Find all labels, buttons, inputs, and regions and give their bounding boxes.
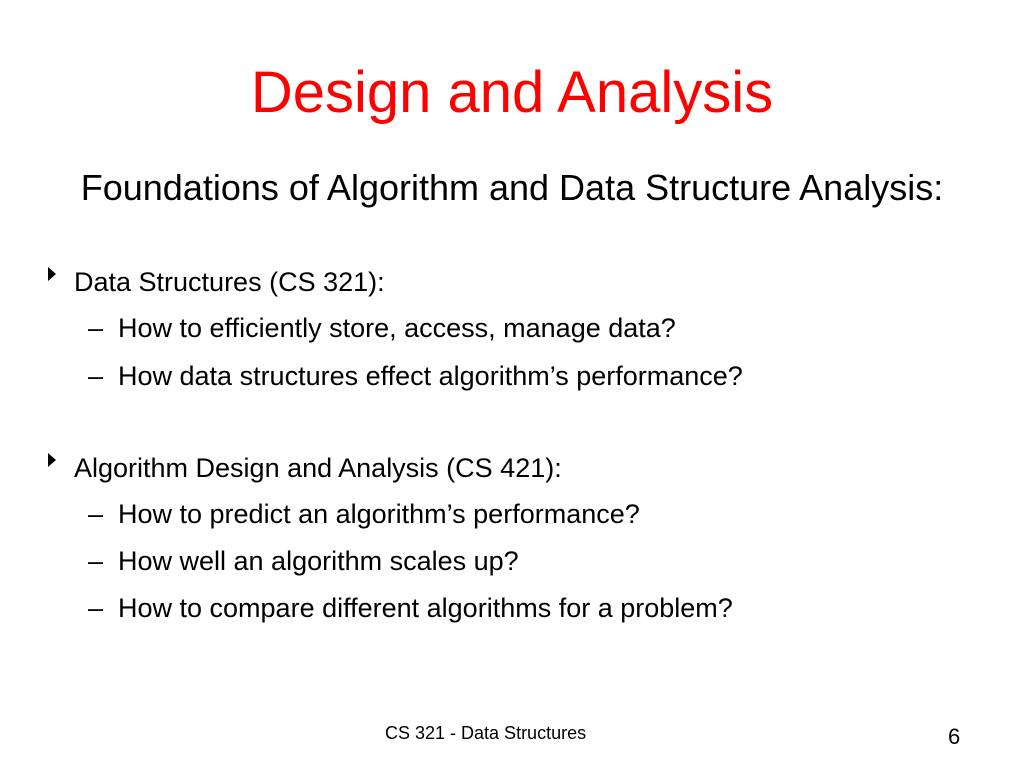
dash-marker: – xyxy=(88,593,104,623)
dash-marker: – xyxy=(88,313,104,343)
dash-marker: – xyxy=(88,499,104,529)
dash-marker: – xyxy=(88,361,104,391)
sub-item: How to efficiently store, access, manage data? xyxy=(118,313,676,343)
bullet-item: Data Structures (CS 321): xyxy=(74,267,385,297)
triangle-bullet-icon xyxy=(48,453,56,467)
sub-item: How well an algorithm scales up? xyxy=(118,546,519,576)
slide-title: Design and Analysis xyxy=(250,60,774,125)
triangle-bullet-icon xyxy=(48,267,56,281)
sub-item: How data structures effect algorithm’s performance? xyxy=(118,361,743,391)
sub-item: How to predict an algorithm’s performance? xyxy=(118,499,640,529)
slide-footer: CS 321 - Data Structures xyxy=(385,723,587,743)
bullet-item: Algorithm Design and Analysis (CS 421): xyxy=(74,453,562,483)
slide-subtitle: Foundations of Algorithm and Data Structure Analysis: xyxy=(80,167,944,208)
page-number: 6 xyxy=(948,724,961,749)
dash-marker: – xyxy=(88,546,104,576)
sub-item: How to compare different algorithms for a problem? xyxy=(118,593,733,623)
